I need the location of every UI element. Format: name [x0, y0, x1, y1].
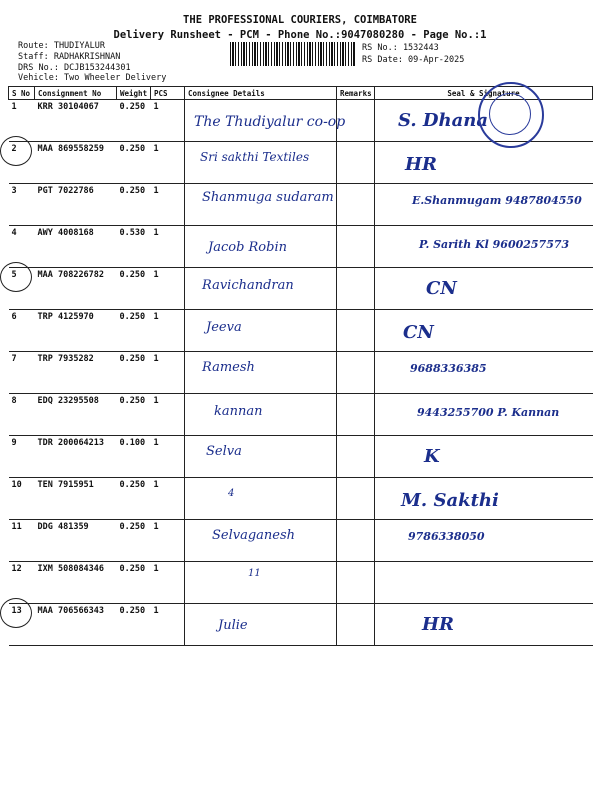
consignment-cell: TDR 200064213 — [35, 436, 117, 478]
signature-handwriting: HR — [422, 614, 454, 635]
table-row — [9, 478, 593, 520]
col-consignment: Consignment No — [35, 87, 117, 100]
consignee-cell — [185, 604, 337, 646]
consignee-handwriting: Ravichandran — [202, 278, 294, 293]
sno-cell: 11 — [9, 520, 35, 562]
consignee-handwriting: Jeeva — [206, 320, 242, 335]
rs-date: RS Date: 09-Apr-2025 — [362, 55, 465, 65]
courier-seal — [478, 82, 544, 148]
signature-cell — [375, 268, 593, 310]
runsheet-table — [8, 86, 593, 646]
consignee-cell — [185, 226, 337, 268]
remarks-cell — [337, 436, 375, 478]
weight-cell: 0.100 — [117, 436, 151, 478]
signature-cell — [375, 142, 593, 184]
remarks-cell — [337, 268, 375, 310]
signature-handwriting — [378, 564, 590, 574]
consignee-cell — [185, 184, 337, 226]
consignment-cell: TRP 7935282 — [35, 352, 117, 394]
signature-cell — [375, 604, 593, 646]
signature-cell — [375, 478, 593, 520]
sno-cell: 7 — [9, 352, 35, 394]
signature-handwriting: E.Shanmugam 9487804550 — [412, 194, 582, 207]
signature-handwriting: K — [424, 446, 440, 467]
table-row — [9, 562, 593, 604]
consignee-cell — [185, 142, 337, 184]
sno-cell: 10 — [9, 478, 35, 520]
weight-cell: 0.250 — [117, 310, 151, 352]
table-row — [9, 352, 593, 394]
signature-handwriting: M. Sakthi — [401, 490, 499, 511]
consignment-cell: IXM 508084346 — [35, 562, 117, 604]
consignee-cell — [185, 562, 337, 604]
signature-handwriting: 9688336385 — [410, 362, 487, 375]
weight-cell: 0.250 — [117, 142, 151, 184]
consignee-handwriting: Shanmuga sudaram — [202, 190, 334, 205]
signature-cell — [375, 352, 593, 394]
col-weight: Weight — [117, 87, 151, 100]
weight-cell: 0.530 — [117, 226, 151, 268]
sno-cell: 4 — [9, 226, 35, 268]
consignment-cell: EDQ 23295508 — [35, 394, 117, 436]
table-row — [9, 310, 593, 352]
consignee-handwriting: kannan — [214, 404, 263, 419]
table-row — [9, 604, 593, 646]
table-row — [9, 268, 593, 310]
consignee-cell — [185, 100, 346, 142]
sno-cell: 2 — [9, 142, 35, 184]
sno-cell: 3 — [9, 184, 35, 226]
consignee-handwriting: Selva — [206, 444, 242, 459]
col-pcs: PCS — [151, 87, 185, 100]
table-row — [9, 142, 593, 184]
signature-cell — [375, 184, 593, 226]
signature-cell — [375, 226, 593, 268]
remarks-cell — [337, 394, 375, 436]
pcs-cell: 1 — [151, 604, 185, 646]
remarks-cell — [337, 226, 375, 268]
pcs-cell: 1 — [151, 520, 185, 562]
signature-handwriting: S. Dhana — [398, 110, 488, 131]
weight-cell: 0.250 — [117, 100, 151, 142]
signature-cell — [375, 520, 593, 562]
consignee-handwriting: Selvaganesh — [212, 528, 296, 543]
table-row — [9, 184, 593, 226]
remarks-cell — [337, 604, 375, 646]
pcs-cell: 1 — [151, 142, 185, 184]
rs-number: RS No.: 1532443 — [362, 43, 439, 53]
consignment-cell: PGT 7022786 — [35, 184, 117, 226]
signature-handwriting: CN — [426, 278, 457, 299]
pen-circle-mark — [0, 262, 32, 292]
consignee-handwriting: The Thudiyalur co-op — [194, 114, 346, 130]
consignment-cell: KRR 30104067 — [35, 100, 117, 142]
pcs-cell: 1 — [151, 226, 185, 268]
consignment-cell: AWY 4008168 — [35, 226, 117, 268]
remarks-cell — [337, 520, 375, 562]
col-signature: Seal & Signature — [375, 87, 593, 100]
pcs-cell: 1 — [151, 100, 185, 142]
sno-cell: 1 — [9, 100, 35, 142]
consignee-handwriting: Jacob Robin — [208, 240, 287, 255]
vehicle-label: Vehicle: Two Wheeler Delivery — [18, 73, 167, 83]
remarks-cell — [337, 310, 375, 352]
signature-cell — [375, 436, 593, 478]
consignee-handwriting: 11 — [248, 568, 261, 579]
consignment-cell: TRP 4125970 — [35, 310, 117, 352]
sno-cell: 8 — [9, 394, 35, 436]
weight-cell: 0.250 — [117, 394, 151, 436]
pcs-cell: 1 — [151, 478, 185, 520]
signature-cell — [375, 310, 593, 352]
sno-cell: 13 — [9, 604, 35, 646]
consignment-cell: MAA 706566343 — [35, 604, 117, 646]
weight-cell: 0.250 — [117, 352, 151, 394]
col-sno: S No — [9, 87, 35, 100]
signature-cell — [375, 394, 593, 436]
pcs-cell: 1 — [151, 436, 185, 478]
pcs-cell: 1 — [151, 352, 185, 394]
weight-cell: 0.250 — [117, 184, 151, 226]
signature-handwriting: HR — [405, 154, 437, 175]
consignment-cell: DDG 481359 — [35, 520, 117, 562]
consignee-handwriting: 4 — [228, 488, 235, 499]
remarks-cell — [337, 352, 375, 394]
table-row — [9, 520, 593, 562]
consignee-cell — [185, 352, 337, 394]
weight-cell: 0.250 — [117, 520, 151, 562]
table-row — [9, 436, 593, 478]
sno-cell: 6 — [9, 310, 35, 352]
table-body — [9, 100, 593, 646]
pcs-cell: 1 — [151, 394, 185, 436]
pcs-cell: 1 — [151, 562, 185, 604]
weight-cell: 0.250 — [117, 562, 151, 604]
consignment-cell: TEN 7915951 — [35, 478, 117, 520]
pen-circle-mark — [0, 136, 32, 166]
barcode — [230, 42, 355, 66]
consignee-handwriting: Julie — [218, 618, 248, 633]
consignee-cell — [185, 478, 337, 520]
drs-number: DRS No.: DCJB153244301 — [18, 63, 131, 73]
staff-label: Staff: RADHAKRISHNAN — [18, 52, 121, 62]
remarks-cell — [337, 184, 375, 226]
weight-cell: 0.250 — [117, 478, 151, 520]
consignment-cell: MAA 869558259 — [35, 142, 117, 184]
pcs-cell: 1 — [151, 268, 185, 310]
consignee-handwriting: Sri sakthi Textiles — [200, 150, 310, 164]
remarks-cell — [337, 142, 375, 184]
signature-cell — [375, 562, 593, 604]
pen-circle-mark — [0, 598, 32, 628]
consignee-cell — [185, 436, 337, 478]
weight-cell: 0.250 — [117, 604, 151, 646]
company-title: THE PROFESSIONAL COURIERS, COIMBATORE — [183, 14, 417, 26]
sno-cell: 9 — [9, 436, 35, 478]
consignee-cell — [185, 268, 337, 310]
route-label: Route: THUDIYALUR — [18, 41, 105, 51]
signature-handwriting: 9786338050 — [408, 530, 485, 543]
pcs-cell: 1 — [151, 184, 185, 226]
consignee-cell — [185, 310, 337, 352]
signature-handwriting: P. Sarith Kl 9600257573 — [419, 238, 570, 251]
sno-cell: 5 — [9, 268, 35, 310]
runsheet-subtitle: Delivery Runsheet - PCM - Phone No.:9047080280 - Page No.:1 — [113, 29, 487, 41]
sno-cell: 12 — [9, 562, 35, 604]
remarks-cell — [337, 562, 375, 604]
remarks-cell — [337, 478, 375, 520]
pcs-cell: 1 — [151, 310, 185, 352]
signature-handwriting: 9443255700 P. Kannan — [417, 406, 560, 419]
col-consignee: Consignee Details — [185, 87, 337, 100]
weight-cell: 0.250 — [117, 268, 151, 310]
table-row — [9, 226, 593, 268]
col-remarks: Remarks — [337, 87, 375, 100]
consignee-cell — [185, 520, 337, 562]
signature-handwriting: CN — [403, 322, 434, 343]
consignee-cell — [185, 394, 337, 436]
consignee-handwriting: Ramesh — [202, 360, 255, 375]
table-row — [9, 394, 593, 436]
consignment-cell: MAA 708226782 — [35, 268, 117, 310]
